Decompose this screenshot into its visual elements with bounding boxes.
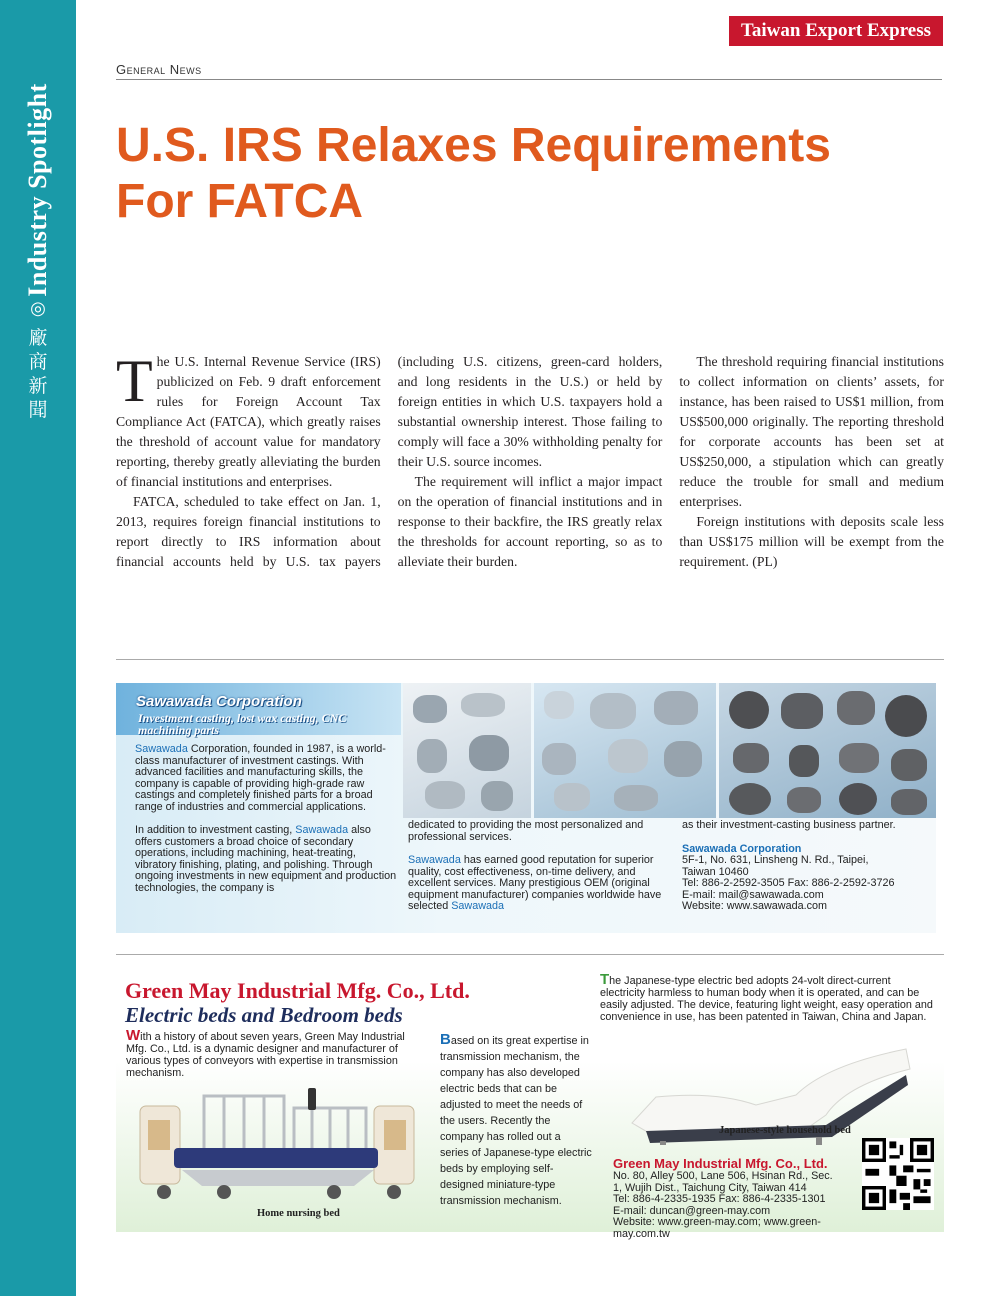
- ad-paragraph: [408, 855, 670, 913]
- sidebar-bullet: ◎: [30, 298, 46, 318]
- ad-paragraph-text: has earned good reputation for superior quality, cost effectiveness, on-time delivery, and excellent services. Many prestigious OEM (original equipment manufacturer) companies worldwide have selected: [408, 854, 662, 912]
- ad-paragraph-text: ased on its great expertise in transmission mechanism, the company has also developed electric beds that can be adjusted to meet the needs of the users. Recently the company has rolled out a series of Japanese-type electric beds by employing self-designed miniature-type transmission mechanism.: [440, 1035, 592, 1207]
- casting-part-icon: [413, 695, 447, 723]
- casting-part-icon: [590, 693, 636, 729]
- drop-cap: T: [116, 348, 153, 414]
- ad-company-name: Sawawada Corporation: [136, 693, 302, 710]
- contact-phone: Tel: 886-4-2335-1935 Fax: 886-4-2335-1301: [613, 1193, 826, 1205]
- gear-icon: [885, 695, 927, 737]
- casting-part-icon: [608, 739, 648, 773]
- article-paragraph-text: he U.S. Internal Revenue Service (IRS) publicized on Feb. 9 draft enforcement rules for Foreign Account Tax Compliance Act (FATCA), which greatly raises the threshold of account value for mandatory reporting, thereby greatly alleviating the burden of financial institutions and enterprises.: [116, 354, 381, 489]
- ad-paragraph-text: also offers customers a broad choice of secondary operations, including machining, heat-treating, vibratory finishing, plating, and polishing. Through ongoing investments in new equipment and production technologies, the company is: [135, 824, 397, 894]
- bed-frame: [182, 1170, 374, 1186]
- page-title: [116, 118, 956, 230]
- ad-paragraph: [135, 744, 397, 813]
- bed-panel: [384, 1120, 406, 1150]
- wheel-icon: [157, 1185, 171, 1199]
- sidebar-cjk-char: 廠: [28, 327, 48, 349]
- wheel-icon: [387, 1185, 401, 1199]
- divider: [116, 954, 944, 955]
- casting-part-icon: [891, 789, 927, 815]
- ad-contact: [682, 844, 936, 913]
- gear-icon: [839, 783, 877, 815]
- lead-letter: B: [440, 1031, 451, 1048]
- article-paragraph: The threshold requiring financial institutions to collect information on clients’ assets, for instance, has been raised to US$1 million, from US$500,000 originally. The reporting threshold for corporate accounts has been set at US$250,000, a stipulation which can greatly reduce the trouble for small and medium enterprises.: [679, 354, 944, 509]
- ad-paragraph-text: Corporation, founded in 1987, is a world-class manufacturer of investment castings. With advanced facilities and manufacturing skills, the company is capable of providing high-grade raw castings and completely finished parts for a broad range of industries and commercial applications.: [135, 743, 386, 813]
- sidebar: [0, 0, 76, 1296]
- casting-part-icon: [787, 787, 821, 813]
- ad-company-name: Green May Industrial Mfg. Co., Ltd.: [125, 978, 470, 1003]
- casting-part-icon: [481, 781, 513, 811]
- qr-code-icon[interactable]: [862, 1138, 934, 1210]
- sidebar-cjk-char: 商: [28, 351, 48, 373]
- casting-part-icon: [469, 735, 509, 771]
- casting-part-icon: [544, 691, 574, 719]
- ad-paragraph-text: In addition to investment casting,: [135, 824, 296, 836]
- contact-website: Website: www.sawawada.com: [682, 900, 828, 912]
- headline-line-1: U.S. IRS Relaxes Requirements: [116, 119, 831, 172]
- publication-tag: Taiwan Export Express: [729, 16, 943, 46]
- bed-mattress: [174, 1148, 378, 1168]
- ad-column-1: [135, 744, 397, 894]
- contact-address: Taiwan 10460: [682, 865, 749, 878]
- divider: [116, 659, 944, 660]
- castings-photo: [403, 683, 531, 818]
- bed-panel: [148, 1120, 170, 1150]
- contact-address: 1, Wujih Dist., Taichung City, Taiwan 414: [613, 1181, 807, 1194]
- casting-part-icon: [417, 739, 447, 773]
- casting-part-icon: [664, 741, 702, 777]
- bed-leg: [816, 1137, 822, 1145]
- casting-part-icon: [614, 785, 658, 811]
- wheel-icon: [327, 1185, 341, 1199]
- bed-leg: [660, 1141, 666, 1145]
- sidebar-section-title: [10, 70, 66, 310]
- ad-banner: [116, 683, 401, 735]
- contact-company-name: Green May Industrial Mfg. Co., Ltd.: [613, 1156, 828, 1171]
- ad-paragraph: [135, 825, 397, 894]
- sidebar-cjk-label: [0, 326, 76, 422]
- ad-paragraph: dedicated to providing the most personalized and professional services.: [408, 819, 644, 843]
- casting-part-icon: [781, 693, 823, 729]
- brand-name: Sawawada: [408, 854, 461, 866]
- ad-paragraph: as their investment-casting business partner.: [682, 819, 896, 831]
- wheel-icon: [217, 1185, 231, 1199]
- contact-email: E-mail: mail@sawawada.com: [682, 888, 824, 901]
- article-paragraph: [116, 348, 381, 492]
- castings-photo: [534, 683, 716, 818]
- gear-icon: [729, 691, 769, 729]
- casting-part-icon: [891, 749, 927, 781]
- article-paragraph: FATCA, scheduled to take effect on Jan. 1, 2013, requires foreign financial institutions to report directly to IRS information about financial accounts held by U.S. tax payers (including U.S. citizens, green-card holders, and long residents in the U.S.) or held by foreign entities in which U.S. taxpayers hold a substantial ownership interest. Those failing to comply will face a 30% withholding penalty for their U.S. source incomes.: [116, 354, 663, 569]
- bed-rail: [204, 1096, 284, 1148]
- image-caption: Japanese-style household bed: [719, 1125, 851, 1136]
- sidebar-cjk-char: 新: [28, 375, 48, 397]
- ad-paragraph: [600, 971, 934, 1023]
- brand-name: Sawawada: [451, 900, 505, 912]
- casting-part-icon: [542, 743, 576, 775]
- casting-part-icon: [837, 691, 875, 725]
- casting-part-icon: [729, 783, 771, 815]
- headline-line-2: For FATCA: [116, 175, 364, 228]
- casting-part-icon: [733, 743, 769, 773]
- ad-tagline: Electric beds and Bedroom beds: [125, 1003, 403, 1027]
- lead-letter: W: [126, 1027, 141, 1044]
- contact-email: E-mail: duncan@green-may.com: [613, 1204, 771, 1217]
- casting-part-icon: [461, 693, 505, 717]
- ad-column-3: [682, 820, 936, 913]
- green-may-advertisement: [116, 970, 944, 1240]
- ad-column-2: [408, 820, 670, 913]
- casting-part-icon: [554, 783, 590, 811]
- casting-part-icon: [654, 691, 698, 725]
- ad-paragraph: [440, 1032, 592, 1209]
- contact-company-name: Sawawada Corporation: [682, 842, 802, 855]
- article-paragraph: The requirement will inflict a major impact on the operation of financial institutions and in response to their backfire, the IRS greatly relax the thresholds for account reporting, so as to alleviate their burden.: [397, 474, 663, 569]
- ad-paragraph-text: ith a history of about seven years, Green May Industrial Mfg. Co., Ltd. is a dynamic designer and manufacturer of various types of conveyors with expertise in transmission mechanism.: [126, 1031, 405, 1079]
- bed-mattress: [632, 1049, 910, 1137]
- contact-address: No. 80, Alley 500, Lane 506, Hsinan Rd., Sec.: [613, 1170, 833, 1182]
- casting-part-icon: [425, 781, 465, 809]
- ad-contact: [613, 1156, 863, 1240]
- ad-paragraph-text: he Japanese-type electric bed adopts 24-volt direct-current electricity harmless to human body when it is operated, and can be easily adjusted. The device, featuring light weight, easy operation and convenience in use, has been patented in Taiwan, China and Japan.: [600, 975, 933, 1023]
- casting-part-icon: [789, 745, 819, 777]
- ad-tagline: Investment casting, lost wax casting, CNC machining parts: [138, 711, 347, 737]
- sidebar-cjk-char: 聞: [28, 399, 48, 421]
- sawawada-advertisement: [116, 683, 936, 933]
- article-body: [116, 348, 944, 602]
- article-paragraph: Foreign institutions with deposits scale less than US$175 million will be exempt from the requirement. (PL): [679, 514, 944, 569]
- lead-letter: T: [600, 971, 610, 988]
- brand-name: Sawawada: [135, 743, 188, 755]
- brand-name: Sawawada: [295, 824, 349, 836]
- contact-address: 5F-1, No. 631, Linsheng N. Rd., Taipei,: [682, 854, 869, 866]
- contact-website: Website: www.green-may.com; www.green-may.com.tw: [613, 1216, 821, 1240]
- remote-control-icon: [308, 1088, 316, 1110]
- sidebar-section-title-text: Industry Spotlight: [23, 83, 52, 297]
- bed-rail: [294, 1108, 366, 1148]
- castings-photo: [719, 683, 936, 818]
- image-caption: Home nursing bed: [257, 1208, 340, 1219]
- section-label: General News: [116, 62, 942, 80]
- ad-paragraph: [126, 1027, 426, 1079]
- contact-phone: Tel: 886-2-2592-3505 Fax: 886-2-2592-3726: [682, 877, 895, 889]
- home-nursing-bed-image: [134, 1086, 424, 1206]
- casting-part-icon: [839, 743, 879, 773]
